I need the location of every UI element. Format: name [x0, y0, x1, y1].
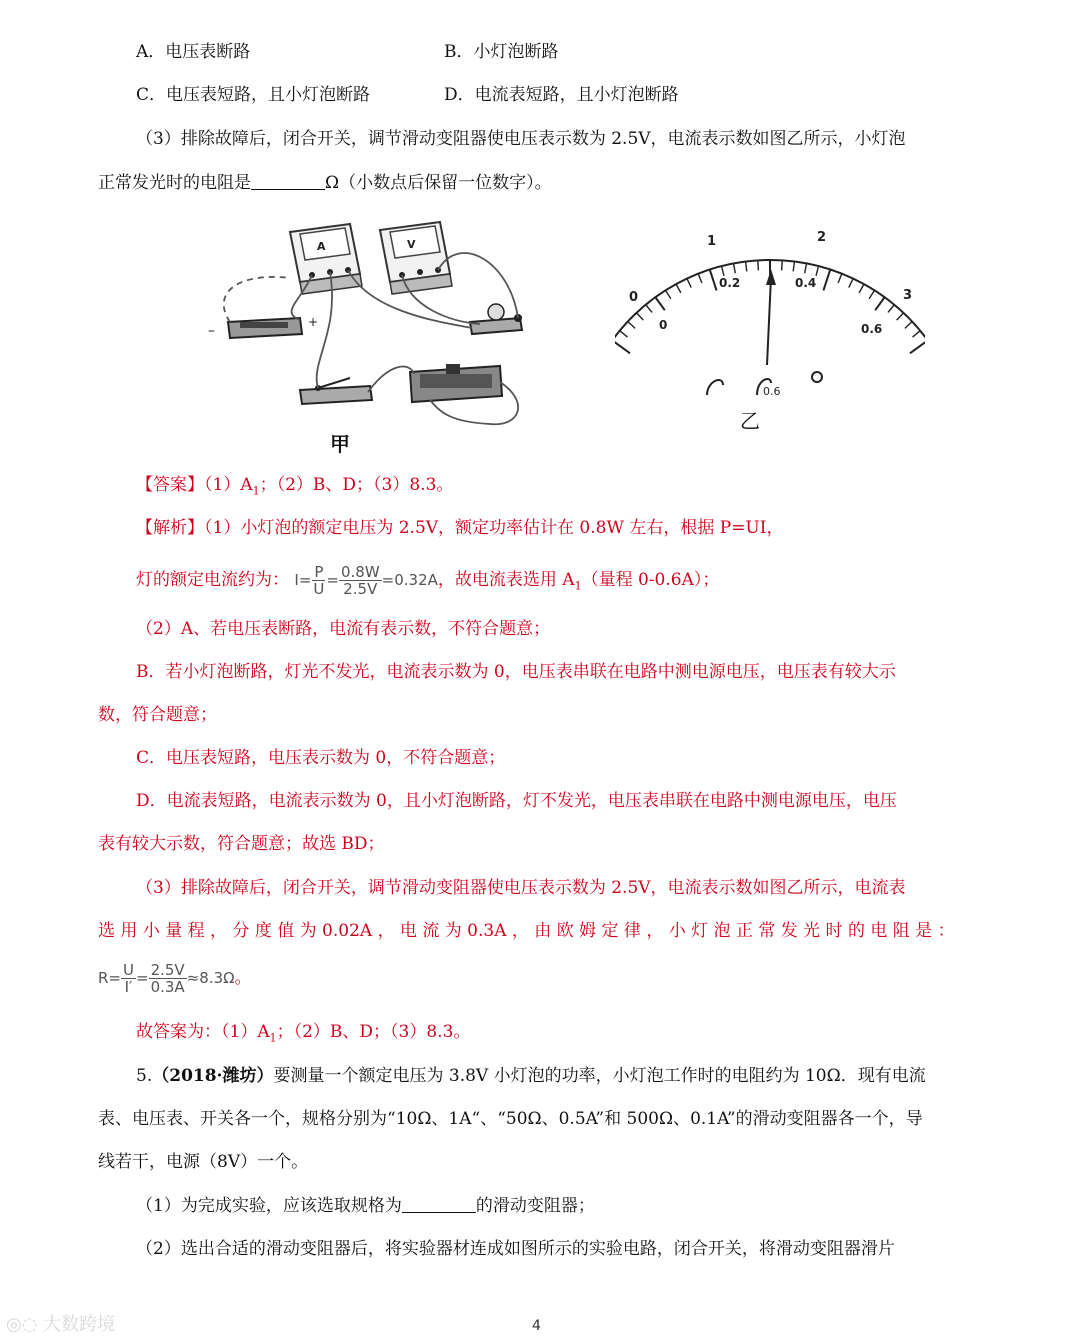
analysis-line11 [98, 958, 252, 998]
formula1-num1: P [314, 563, 324, 581]
terminal-3-icon [812, 372, 822, 382]
outer-tick-label-2: 2 [817, 230, 827, 245]
formula2-mid: = [135, 969, 149, 987]
terminal-0-6-label: 0.6 [763, 385, 781, 395]
page-number: 4 [532, 1318, 541, 1334]
meter-tick [913, 331, 921, 337]
meter-tick [875, 297, 884, 310]
final-sub: 1 [269, 1031, 277, 1045]
watermark-logo-icon: ◎◌ [6, 1314, 38, 1335]
answer-part2: ；（2）B、D；（3）8.3。 [259, 475, 454, 495]
meter-tick [746, 262, 747, 272]
meter-tick [859, 284, 864, 293]
analysis-l2-prefix: 灯的额定电流约为： [136, 570, 289, 590]
figure-yi-caption: 乙 [740, 409, 760, 433]
meter-tick [615, 340, 630, 353]
final-prefix: 故答案为：（1）A [136, 1022, 270, 1042]
meter-tick [722, 266, 724, 276]
meter-tick [823, 270, 830, 291]
meter-tick [897, 313, 904, 320]
meter-tick [733, 263, 735, 273]
final-suffix: ；（2）B、D；（3）8.3。 [276, 1022, 471, 1042]
formula1-frac2 [339, 564, 382, 597]
meter-tick [805, 263, 807, 273]
option-c: C．电压表短路，且小灯泡断路 [136, 85, 371, 105]
analysis-line4: B．若小灯泡断路，灯光不发光，电流表示数为 0，电压表串联在电路中测电源电压，电压表有较大示 [136, 662, 896, 682]
inner-tick-label-3: 0.6 [861, 322, 883, 336]
q5-line1 [136, 1064, 926, 1088]
analysis-l2-suffix: ，故电流表选用 A [437, 570, 575, 590]
meter-tick [838, 274, 842, 283]
formula2-den1: I′ [124, 978, 133, 996]
rheostat-icon [410, 364, 502, 402]
meter-tick [620, 331, 628, 337]
ammeter-label: A [317, 240, 326, 253]
analysis-line9: （3）排除故障后，闭合开关，调节滑动变阻器使电压表示数为 2.5V，电流表示数如图乙所示，电流表 [136, 878, 906, 898]
battery-icon [208, 315, 318, 339]
meter-tick [782, 260, 783, 270]
q5-line2: 表、电压表、开关各一个，规格分别为“10Ω、1A“、“50Ω、0.5A”和 500Ω、0.1A”的滑动变阻器各一个，导 [98, 1109, 923, 1129]
outer-tick-label-1: 1 [707, 234, 717, 249]
meter-needle [767, 277, 771, 365]
q3-line2-suffix: Ω（小数点后保留一位数字）。 [325, 173, 552, 193]
switch-icon [300, 378, 372, 404]
formula2-den2: 0.3A [150, 978, 185, 996]
option-b: B．小灯泡断路 [444, 42, 559, 62]
meter-tick [793, 262, 794, 272]
voltmeter-label: V [407, 238, 416, 251]
q5-line3: 线若干，电源（8V）一个。 [98, 1152, 309, 1172]
inner-tick-label-2: 0.4 [795, 276, 817, 290]
formula1-frac1 [311, 564, 326, 597]
option-d: D．电流表短路，且小灯泡断路 [444, 85, 679, 105]
terminal-minus-icon [707, 380, 723, 395]
formula2-num1: U [123, 961, 134, 979]
final-answer-line [136, 1020, 470, 1050]
analysis-tag: 【解析】 [136, 518, 204, 538]
battery-plus: + [308, 315, 319, 329]
analysis-l1: （1）小灯泡的额定电压为 2.5V，额定功率估计在 0.8W 左右，根据 P=UI， [204, 518, 784, 538]
formula1-den1: U [313, 580, 325, 598]
ammeter-icon [290, 224, 362, 294]
answer-line [136, 473, 453, 503]
formula1-right: =0.32A [381, 571, 438, 589]
meter-tick [758, 260, 759, 270]
q3-line2-prefix: 正常发光时的电阻是 [98, 173, 251, 193]
meter-tick [910, 340, 925, 353]
q5-s1-suffix: 的滑动变阻器； [475, 1196, 595, 1216]
formula2-frac1 [121, 962, 136, 995]
formula2-left: R= [98, 969, 121, 987]
analysis-line2 [136, 560, 719, 606]
meter-tick [646, 305, 652, 313]
meter-tick [816, 266, 818, 276]
lamp-icon [470, 304, 522, 334]
option-a: A．电压表断路 [136, 42, 251, 62]
formula1-left: I= [294, 571, 312, 589]
formula1-mid: = [326, 571, 339, 589]
q5-sub1 [136, 1194, 595, 1218]
meter-tick [710, 270, 717, 291]
circuit-figure-jia [200, 212, 540, 437]
inner-tick-label-0: 0 [659, 318, 668, 332]
q3-line2 [98, 171, 552, 195]
analysis-line3: （2）A、若电压表断路，电流有表示数，不符合题意； [136, 619, 551, 639]
voltmeter-icon [380, 222, 452, 294]
answer-part1: （1）A [204, 475, 253, 495]
q5-number: 5. [136, 1066, 153, 1086]
answer-blank [251, 173, 325, 190]
formula2-num2: 2.5V [150, 961, 185, 979]
formula1-den2: 2.5V [343, 580, 378, 598]
q5-source: （2018·潍坊） [152, 1066, 274, 1086]
watermark [6, 1310, 115, 1336]
meter-tick [637, 313, 644, 320]
meter-tick [869, 290, 874, 298]
meter-needle-head [766, 269, 776, 285]
battery-minus: – [208, 323, 215, 339]
answer-part1-sub: 1 [252, 484, 260, 498]
q5-s1-prefix: （1）为完成实验，应该选取规格为 [136, 1196, 402, 1216]
formula2-frac2 [149, 962, 187, 995]
meter-tick [698, 274, 702, 283]
meter-tick [888, 305, 894, 313]
analysis-l2-end: （量程 0-0.6A）； [581, 570, 720, 590]
meter-tick [655, 297, 664, 310]
formula2-right: ≈8.3Ω [186, 969, 235, 987]
analysis-line6: C．电压表短路，电压表示数为 0，不符合题意； [136, 748, 506, 768]
meter-tick [905, 322, 912, 329]
q5-answer-blank [402, 1196, 476, 1213]
watermark-text: 大数跨境 [43, 1314, 116, 1335]
q5-l1: 要测量一个额定电压为 3.8V 小灯泡的功率，小灯泡工作时的电阻约为 10Ω．现有电流 [273, 1066, 926, 1086]
meter-tick [628, 322, 635, 329]
meter-tick [687, 279, 691, 288]
q5-sub2: （2）选出合适的滑动变阻器后，将实验器材连成如图所示的实验电路，闭合开关，将滑动变阻器滑片 [136, 1239, 895, 1259]
formula1-num2: 0.8W [340, 563, 380, 581]
outer-tick-label-0: 0 [629, 290, 639, 305]
q3-line1: （3）排除故障后，闭合开关，调节滑动变阻器使电压表示数为 2.5V，电流表示数如图乙所示，小灯泡 [136, 129, 906, 149]
analysis-l2-sub: 1 [574, 579, 582, 593]
analysis-line10: 选 用 小 量 程 ， 分 度 值 为 0.02A ， 电 流 为 0.3A ， 由 欧 姆 定 律 ， 小 灯 泡 正 常 发 光 时 的 电 阻 是 ： [98, 921, 955, 941]
analysis-line5: 数，符合题意； [98, 705, 217, 725]
analysis-l11-end: 。 [234, 968, 252, 988]
analysis-line8: 表有较大示数，符合题意；故选 BD； [98, 834, 385, 854]
analysis-line7: D．电流表短路，电流表示数为 0，且小灯泡断路，灯不发光，电压表串联在电路中测电源电压，电压 [136, 791, 897, 811]
outer-tick-label-3: 3 [903, 288, 913, 303]
analysis-line1 [136, 516, 783, 540]
meter-tick [849, 279, 853, 288]
meter-tick [676, 284, 681, 293]
answer-tag: 【答案】 [136, 475, 204, 495]
meter-dial-figure-yi [615, 225, 925, 395]
inner-tick-label-1: 0.2 [719, 276, 741, 290]
figure-jia-caption: 甲 [330, 432, 350, 456]
meter-tick [666, 290, 671, 298]
